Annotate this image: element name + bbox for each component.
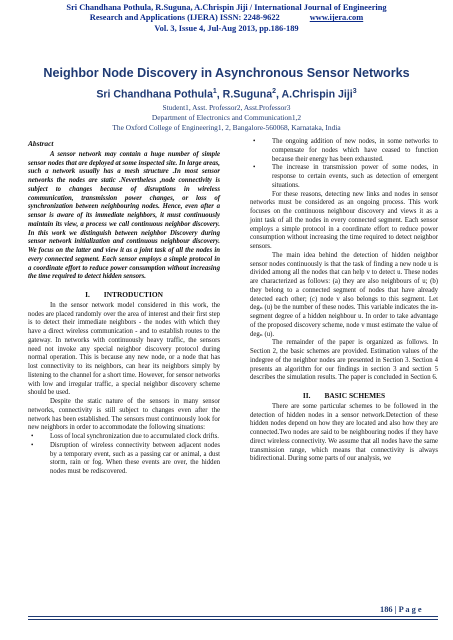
basic-schemes-paragraph: There are some particular schemes to be followed in the detection of hidden nodes in a sensor network.Detection of these hidden nodes depend on how they are located and also how they are connected.Two nodes are said to be neighbouring nodes if they have direct wireless connectivity. We assume that all nodes have the same transmission range, which means that connectivity is always bidirectional. During some parts of our analysis, we — [250, 402, 438, 463]
header-line-2 — [0, 13, 453, 23]
author-3-mark: 3 — [352, 88, 357, 95]
list-item: • Loss of local synchronization due to accumulated clock drifts. — [28, 433, 220, 442]
author-1: Sri Chandhana Pothula — [96, 88, 213, 101]
affiliation-line-2: Department of Electronics and Communication1,2 — [151, 112, 302, 122]
situation-list-continued — [250, 138, 438, 191]
footer-divider-thin — [28, 619, 438, 620]
intro-paragraph-5: The remainder of the paper is organized as follows. In Section 2, the basic schemes are provided. Estimation values of the indegree of the neighbor nodes are presented in Section 3. Section 4 presents an algorithm for our findings in section 3 and section 5 describes the simulation results. The paper is concluded in Section 6. — [250, 339, 438, 382]
author-2: R.Suguna — [222, 88, 273, 101]
header-line-3: Vol. 3, Issue 4, Jul-Aug 2013, pp.186-189 — [154, 23, 299, 33]
list-item: • Disruption of wireless connectivity between adjacent nodes by a temporary event, such as a passing car or animal, a dust storm, rain or fog. When these events are over, the hidden nodes must be rediscovered. — [28, 442, 220, 477]
list-item: • The ongoing addition of new nodes, in some networks to compensate for nodes which have ceased to function because their energy has been exhausted. — [250, 138, 438, 164]
section-number: I. — [85, 290, 90, 299]
situation-list — [28, 433, 220, 477]
intro-paragraph-1: In the sensor network model considered in this work, the nodes are placed randomly over the area of interest and their first step is to detect their immediate neighbors - the nodes with which they have a direct wireless communication - and to establish routes to the gateway. In networks with continuously heavy traffic, the sensors need not invoke any special neighbor discovery protocol during normal operation. This is because any new node, or a node that has lost connectivity to its neighbors, can hear its neighbors simply by listening to the channel for a short time. However, for sensor networks with low and irregular traffic, a special neighbor discovery scheme should be used. — [28, 301, 220, 397]
paper-title: Neighbor Node Discovery in Asynchronous Sensor Networks — [43, 66, 410, 80]
affiliation — [0, 103, 453, 132]
author-2-mark: 2 — [272, 88, 277, 95]
author-1-mark: 1 — [212, 88, 217, 95]
affiliation-line-3: The Oxford College of Engineering1, 2, Bangalore-560068, Karnataka, India — [112, 122, 341, 132]
intro-paragraph-4: The main idea behind the detection of hidden neighbor sensor nodes continuously is that the task of finding a new node u is divided among all the nodes that can help v to detect u. These nodes are characterized as follows: (a) they are also neighbours of u; (b) they belong to a connected segment of nodes that have already detected each other; (c) node v also belongs to this segment. Let degₙ (u) be the number of these nodes. This variable indicates the in-segment degree of a hidden neighbour u. In order to take advantage of the proposed discovery scheme, node v must estimate the value of degₙ (u). — [250, 251, 438, 338]
left-column — [28, 140, 220, 477]
header-line-1: Sri Chandhana Pothula, R.Suguna, A.Chrispin Jiji / International Journal of Engineering — [66, 3, 387, 12]
page-number: 186 | P a g e — [380, 605, 422, 614]
section-number: II. — [302, 391, 311, 400]
header-issn: Research and Applications (IJERA) ISSN: 2248-9622 — [89, 13, 280, 23]
section-title: INTRODUCTION — [103, 290, 163, 299]
affiliation-line-1: Student1, Asst. Professor2, Asst.Professor3 — [162, 103, 291, 112]
journal-header — [0, 3, 453, 34]
section-title: BASIC SCHEMES — [324, 391, 386, 400]
author-3: A.Chrispin Jiji — [281, 88, 353, 101]
author-list: Sri Chandhana Pothula$^1$, R.Suguna$^2$, A.Chrispin Jiji$^3$ — [96, 88, 357, 101]
abstract-heading: Abstract — [28, 139, 54, 148]
section-heading-basic-schemes — [250, 392, 438, 401]
journal-url-link[interactable]: www.ijera.com — [309, 13, 364, 23]
footer-divider — [28, 616, 438, 617]
list-item: • The increase in transmission power of some nodes, in response to certain events, such as detection of emergent situations. — [250, 164, 438, 190]
right-column — [250, 138, 438, 464]
abstract-text: A sensor network may contain a huge number of simple sensor nodes that are deployed at some inspected site. In large areas, such a network usually has a mesh structure .In most sensor networks the nodes are static .Nevertheless ,node connectivity is subject to changes because of disruptions in wireless communication, transmission power changes, or loss of synchronization between neighbouring nodes. Hence, even after a sensor is aware of its immediate neighbors, it must continuously maintain its view, a process we call continuous neighbor discovery. In this work we distinguish between neighbor Discovery during sensor network initialization and continuous neighbour discovery. We focus on the latter and view it as a joint task of all the nodes in every connected segment. Each sensor employs a simple protocol in a coordinate effort to reduce power consumption without increasing the time required to detect hidden sensors. — [28, 150, 221, 281]
intro-paragraph-2: Despite the static nature of the sensors in many sensor networks, connectivity is still subject to changes even after the network has been established. The sensors must continuously look for new neighbors in order to accommodate the following situations: — [28, 398, 220, 432]
section-heading-introduction — [28, 291, 220, 300]
intro-paragraph-3: For these reasons, detecting new links and nodes in sensor networks must be considered as an ongoing process. This work focuses on the continuous neighbour discovery and views it as a joint task of all the nodes in every connected segment. Each sensor employs a simple protocol in a coordinate effort to reduce power consumption without increasing the time required to detect neighbor sensors. — [250, 190, 438, 250]
